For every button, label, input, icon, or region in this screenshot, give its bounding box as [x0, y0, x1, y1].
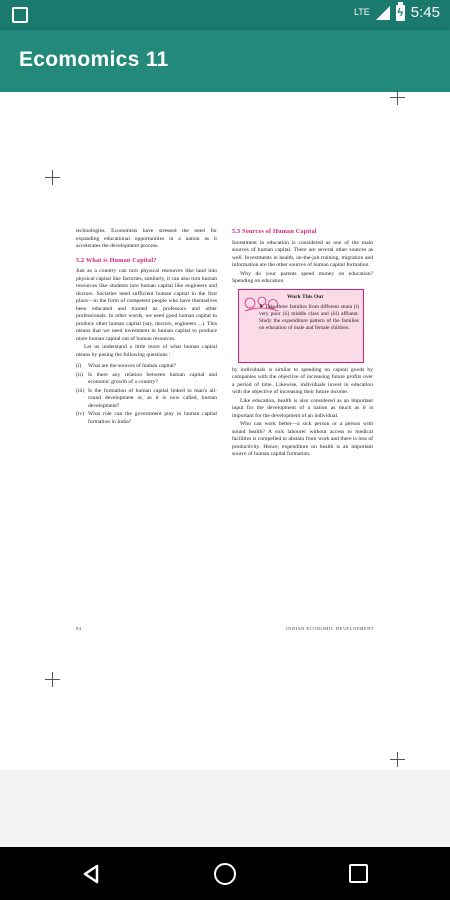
- section-heading: 5.3 Sources of Human Capital: [232, 228, 317, 235]
- battery-charging-icon: ϟ: [397, 6, 404, 19]
- question-text: Is the formation of human capital linked to man's all-round development or, as it is now called, human development?: [88, 387, 217, 409]
- intro-text: technologies. Economists have stressed the need for expanding educational opportunities in a nation as it accelerates the development process.: [76, 228, 217, 249]
- left-column: [76, 228, 217, 427]
- navigation-bar: [0, 847, 450, 900]
- right-column: [232, 228, 373, 460]
- paragraph: Let us understand a little more of what human capital means by posing the following questions :: [76, 344, 217, 358]
- question-text: What are the sources of human capital?: [88, 363, 177, 369]
- book-page: [76, 228, 374, 636]
- network-type: LTE: [353, 7, 370, 17]
- app-title: Ecomomics 11: [19, 48, 169, 71]
- paragraph: Just as a country can turn physical resources like land into physical capital like factories, similarly, it can also turn human resources like students into human capital like engineers and doctors. Societies need sufficient human capital in the first place—in the form of competent people who have themselves been educated and trained as professors and other professionals. In other words, we need good human capital to produce other human capital (say, doctors, engineers ...). This means that we need investment in human capital to produce more human capital out of human resources.: [76, 268, 217, 342]
- section-heading: 5.2 What is Human Capital?: [76, 256, 157, 264]
- crop-mark-icon: [390, 90, 405, 105]
- question-number: (iii): [76, 387, 85, 394]
- question-number: (ii): [76, 371, 83, 378]
- page-footer: [76, 626, 374, 631]
- recent-apps-icon[interactable]: [349, 864, 368, 883]
- paragraph: Who can work better—a sick person or a person with sound health? A sick labourer without access to medical facilities is compelled to abstain from work and there is loss of productivity. Hence, expenditure on health is an important source of human capital formation.: [232, 421, 373, 457]
- work-box-body: ➤ Take three families from different strata (i) very poor (ii) middle class and (iii) affluent. Study the expenditure pattern of the families on education of male and female children.: [259, 303, 359, 331]
- signal-icon: [376, 6, 390, 20]
- app-bar: [0, 30, 450, 92]
- paragraph: by individuals is similar to spending on capital goods by companies with the objective of increasing future profits over a period of time. Likewise, individuals invest in education with the objective of increasing their future income.: [232, 366, 373, 395]
- page-number: 84: [76, 626, 82, 631]
- question-list: [76, 363, 217, 426]
- viewer-background: [0, 770, 450, 847]
- list-item: [76, 363, 217, 371]
- question-number: (i): [76, 363, 82, 369]
- paragraph: Like education, health is also considered as an important input for the development of a nation as much as it is important for the development of an individual.: [232, 397, 373, 419]
- running-title: INDIAN ECONOMIC DEVELOPMENT: [286, 626, 374, 631]
- status-icons: [354, 4, 440, 21]
- paragraph: Investment in education is considered as one of the main sources of human capital. There are several other sources as well. Investments in health, on-the-job training, migration and information are the other sources of human capital formation.: [232, 239, 373, 268]
- crop-mark-icon: [45, 170, 60, 185]
- crop-mark-icon: [45, 672, 60, 687]
- status-bar: [0, 0, 450, 30]
- list-item: [76, 388, 217, 411]
- crop-mark-icon: [390, 752, 405, 767]
- work-this-out-box: [238, 289, 364, 363]
- sd-card-icon: [12, 7, 28, 23]
- home-icon[interactable]: [214, 863, 236, 885]
- list-item: [76, 372, 217, 387]
- list-item: [76, 411, 217, 426]
- work-box-title: Work This Out: [287, 293, 324, 300]
- question-text: What role can the government play in human capital formation in India?: [88, 411, 217, 425]
- status-time: 5:45: [410, 4, 440, 21]
- paragraph: Why do your parents spend money on education? Spending on education: [232, 270, 373, 284]
- back-icon[interactable]: [80, 863, 102, 885]
- question-text: Is there any relation between human capital and economic growth of a country?: [88, 371, 217, 385]
- question-number: (iv): [76, 411, 85, 417]
